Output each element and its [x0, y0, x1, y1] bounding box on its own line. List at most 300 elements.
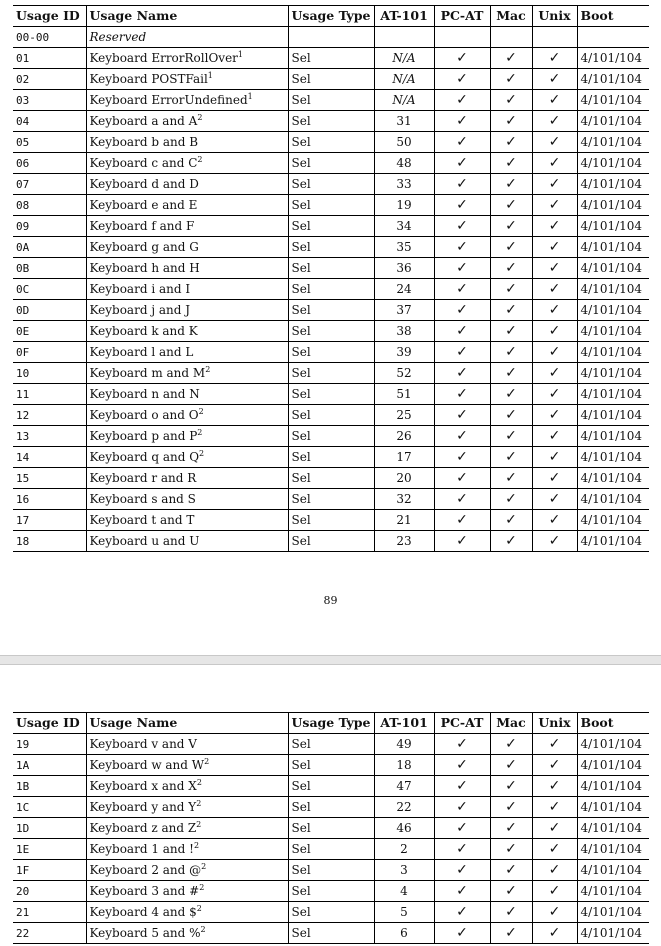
mac-check-cell — [490, 489, 532, 510]
pcat-check-cell — [434, 258, 490, 279]
pcat-check-cell-text: ✓ — [456, 386, 468, 402]
usage-name-cell-text: Keyboard a and A — [89, 114, 198, 128]
at101-cell — [374, 258, 434, 279]
at101-cell-text: 22 — [396, 800, 412, 814]
usage-name-cell-text: Keyboard e and E — [89, 198, 198, 212]
pcat-check-cell-text: ✓ — [456, 176, 468, 192]
unix-check-cell-text: ✓ — [548, 365, 561, 381]
usage-type-cell — [288, 839, 374, 860]
col-at101: AT-101 — [374, 713, 434, 734]
usage-type-cell-text: Sel — [291, 779, 311, 793]
table-row — [13, 279, 649, 300]
at101-cell-text: 24 — [396, 282, 412, 296]
footnote-marker: 2 — [197, 113, 203, 122]
unix-check-cell-text: ✓ — [548, 155, 561, 171]
boot-cell-text: 4/101/104 — [580, 261, 643, 275]
usage-id-cell — [13, 237, 86, 258]
at101-cell-text: 2 — [400, 842, 408, 856]
table-row — [13, 174, 649, 195]
usage-id-cell — [13, 27, 86, 48]
unix-check-cell — [532, 216, 577, 237]
pcat-check-cell — [434, 468, 490, 489]
usage-name-cell-text: Keyboard ErrorRollOver — [89, 51, 238, 65]
usage-id-cell-text: 1B — [16, 779, 30, 793]
usage-id-cell — [13, 818, 86, 839]
pcat-check-cell-text: ✓ — [456, 757, 468, 773]
pcat-check-cell-text: ✓ — [456, 344, 468, 360]
usage-name-cell-text: Keyboard 4 and $ — [89, 905, 197, 919]
usage-type-cell — [288, 510, 374, 531]
usage-name-cell-text: Keyboard 1 and ! — [89, 842, 194, 856]
unix-check-cell — [532, 27, 577, 48]
mac-check-cell — [490, 776, 532, 797]
mac-check-cell — [490, 27, 532, 48]
pcat-check-cell — [434, 27, 490, 48]
pcat-check-cell-text: ✓ — [456, 778, 468, 794]
usage-type-cell — [288, 860, 374, 881]
usage-id-cell-text: 06 — [16, 156, 30, 170]
boot-cell — [577, 776, 649, 797]
col-pcat: PC-AT — [434, 6, 490, 27]
usage-type-cell-text: Sel — [291, 863, 311, 877]
unix-check-cell-text: ✓ — [548, 904, 561, 920]
mac-check-cell-text: ✓ — [505, 778, 517, 794]
usage-id-cell — [13, 363, 86, 384]
boot-cell — [577, 174, 649, 195]
boot-cell — [577, 734, 649, 755]
usage-type-cell-text: Sel — [291, 758, 311, 772]
usage-type-cell — [288, 48, 374, 69]
usage-type-cell — [288, 776, 374, 797]
usage-id-cell-text: 13 — [16, 429, 30, 443]
usage-id-cell — [13, 69, 86, 90]
table-row — [13, 69, 649, 90]
mac-check-cell-text: ✓ — [505, 50, 517, 66]
mac-check-cell — [490, 734, 532, 755]
at101-cell-text: 4 — [400, 884, 408, 898]
unix-check-cell — [532, 69, 577, 90]
usage-type-cell — [288, 384, 374, 405]
col-usage-name: Usage Name — [86, 713, 288, 734]
pcat-check-cell — [434, 447, 490, 468]
at101-cell-text: 48 — [396, 156, 412, 170]
at101-cell-text: 17 — [396, 450, 412, 464]
usage-name-cell-text: Keyboard v and V — [89, 737, 197, 751]
usage-id-cell-text: 0D — [16, 303, 30, 317]
usage-name-cell — [86, 489, 288, 510]
boot-cell — [577, 447, 649, 468]
boot-cell-text: 4/101/104 — [580, 156, 643, 170]
usage-type-cell-text: Sel — [291, 408, 311, 422]
pcat-check-cell-text: ✓ — [456, 449, 468, 465]
pcat-check-cell — [434, 174, 490, 195]
usage-type-cell — [288, 797, 374, 818]
at101-cell — [374, 174, 434, 195]
boot-cell-text: 4/101/104 — [580, 513, 643, 527]
boot-cell — [577, 111, 649, 132]
mac-check-cell — [490, 839, 532, 860]
unix-check-cell — [532, 510, 577, 531]
pcat-check-cell — [434, 300, 490, 321]
usage-type-cell — [288, 818, 374, 839]
table-row — [13, 111, 649, 132]
table-row — [13, 818, 649, 839]
usage-id-cell-text: 11 — [16, 387, 30, 401]
footnote-marker: 2 — [200, 925, 206, 934]
at101-cell-text: 20 — [396, 471, 412, 485]
footnote-marker: 2 — [197, 428, 203, 437]
usage-name-cell — [86, 405, 288, 426]
mac-check-cell-text: ✓ — [505, 925, 517, 941]
usage-name-cell-text: Keyboard u and U — [89, 534, 200, 548]
unix-check-cell — [532, 902, 577, 923]
pcat-check-cell-text: ✓ — [456, 134, 468, 150]
unix-check-cell — [532, 195, 577, 216]
boot-cell — [577, 426, 649, 447]
table-row — [13, 342, 649, 363]
boot-cell — [577, 153, 649, 174]
pcat-check-cell — [434, 860, 490, 881]
boot-cell — [577, 755, 649, 776]
usage-name-cell-text: Reserved — [89, 30, 147, 44]
boot-cell — [577, 468, 649, 489]
usage-id-cell-text: 0E — [16, 324, 30, 338]
unix-check-cell — [532, 776, 577, 797]
table-row — [13, 90, 649, 111]
pcat-check-cell-text: ✓ — [456, 113, 468, 129]
mac-check-cell — [490, 384, 532, 405]
pcat-check-cell — [434, 531, 490, 552]
usage-id-cell-text: 19 — [16, 737, 30, 751]
unix-check-cell-text: ✓ — [548, 302, 561, 318]
usage-name-cell-text: Keyboard o and O — [89, 408, 199, 422]
mac-check-cell-text: ✓ — [505, 533, 517, 549]
footnote-marker: 1 — [247, 92, 253, 101]
usage-id-cell-text: 15 — [16, 471, 30, 485]
pcat-check-cell — [434, 489, 490, 510]
usage-id-cell — [13, 489, 86, 510]
page-break — [0, 655, 661, 665]
pcat-check-cell — [434, 510, 490, 531]
usage-id-cell-text: 09 — [16, 219, 30, 233]
mac-check-cell — [490, 258, 532, 279]
usage-name-cell-text: Keyboard d and D — [89, 177, 199, 191]
footnote-marker: 2 — [196, 904, 202, 913]
usage-id-cell — [13, 111, 86, 132]
usage-type-cell-text: Sel — [291, 219, 311, 233]
footnote-marker: 2 — [199, 449, 205, 458]
table-row — [13, 363, 649, 384]
table-row — [13, 132, 649, 153]
pcat-check-cell-text: ✓ — [456, 197, 468, 213]
usage-name-cell — [86, 531, 288, 552]
usage-name-cell — [86, 69, 288, 90]
usage-id-cell-text: 1D — [16, 821, 30, 835]
usage-name-cell-text: Keyboard c and C — [89, 156, 198, 170]
usage-name-cell-text: Keyboard b and B — [89, 135, 199, 149]
page-number: 89 — [323, 594, 338, 607]
mac-check-cell — [490, 363, 532, 384]
mac-check-cell — [490, 797, 532, 818]
usage-type-cell-text: Sel — [291, 800, 311, 814]
at101-cell — [374, 111, 434, 132]
boot-cell-text: 4/101/104 — [580, 884, 643, 898]
col-usage-name: Usage Name — [86, 6, 288, 27]
mac-check-cell — [490, 48, 532, 69]
at101-cell-text: 6 — [400, 926, 408, 940]
footnote-marker: 2 — [197, 155, 203, 164]
usage-id-cell-text: 07 — [16, 177, 30, 191]
pcat-check-cell — [434, 195, 490, 216]
pcat-check-cell — [434, 776, 490, 797]
usage-id-cell-text: 10 — [16, 366, 30, 380]
usage-id-cell — [13, 405, 86, 426]
usage-name-cell — [86, 216, 288, 237]
usage-id-cell — [13, 881, 86, 902]
at101-cell-text: 18 — [396, 758, 412, 772]
usage-type-cell — [288, 27, 374, 48]
usage-id-cell — [13, 153, 86, 174]
unix-check-cell — [532, 279, 577, 300]
usage-type-cell-text: Sel — [291, 135, 311, 149]
pcat-check-cell-text: ✓ — [456, 841, 468, 857]
usage-type-cell-text: Sel — [291, 156, 311, 170]
usage-id-cell-text: 12 — [16, 408, 30, 422]
pcat-check-cell-text: ✓ — [456, 736, 468, 752]
mac-check-cell-text: ✓ — [505, 92, 517, 108]
mac-check-cell — [490, 300, 532, 321]
col-at101: AT-101 — [374, 6, 434, 27]
usage-name-cell — [86, 818, 288, 839]
mac-check-cell-text: ✓ — [505, 512, 517, 528]
at101-cell-text: 5 — [400, 905, 408, 919]
usage-name-cell-text: Keyboard l and L — [89, 345, 194, 359]
usage-name-cell-text: Keyboard j and J — [89, 303, 191, 317]
mac-check-cell — [490, 174, 532, 195]
pcat-check-cell-text: ✓ — [456, 470, 468, 486]
usage-id-cell — [13, 300, 86, 321]
table-row — [13, 447, 649, 468]
at101-cell-text: 26 — [396, 429, 412, 443]
boot-cell — [577, 132, 649, 153]
mac-check-cell-text: ✓ — [505, 407, 517, 423]
boot-cell — [577, 321, 649, 342]
boot-cell-text: 4/101/104 — [580, 345, 643, 359]
usage-name-cell — [86, 363, 288, 384]
usage-type-cell — [288, 902, 374, 923]
mac-check-cell-text: ✓ — [505, 197, 517, 213]
pcat-check-cell — [434, 111, 490, 132]
boot-cell-text: 4/101/104 — [580, 240, 643, 254]
unix-check-cell-text: ✓ — [548, 757, 561, 773]
unix-check-cell — [532, 734, 577, 755]
boot-cell — [577, 237, 649, 258]
boot-cell-text: 4/101/104 — [580, 821, 643, 835]
usage-id-cell — [13, 447, 86, 468]
mac-check-cell — [490, 132, 532, 153]
at101-cell-text: 34 — [396, 219, 412, 233]
unix-check-cell-text: ✓ — [548, 71, 561, 87]
table-row — [13, 426, 649, 447]
unix-check-cell-text: ✓ — [548, 323, 561, 339]
mac-check-cell-text: ✓ — [505, 799, 517, 815]
boot-cell-text: 4/101/104 — [580, 842, 643, 856]
col-mac: Mac — [490, 713, 532, 734]
mac-check-cell — [490, 153, 532, 174]
footnote-marker: 1 — [237, 50, 243, 59]
at101-cell — [374, 216, 434, 237]
unix-check-cell-text: ✓ — [548, 491, 561, 507]
usage-type-cell-text: Sel — [291, 513, 311, 527]
usage-type-cell-text: Sel — [291, 926, 311, 940]
mac-check-cell-text: ✓ — [505, 281, 517, 297]
usage-name-cell — [86, 881, 288, 902]
usage-name-cell — [86, 195, 288, 216]
pcat-check-cell-text: ✓ — [456, 428, 468, 444]
pcat-check-cell — [434, 902, 490, 923]
mac-check-cell — [490, 881, 532, 902]
usage-id-cell-text: 0C — [16, 282, 30, 296]
usage-id-cell-text: 0F — [16, 345, 30, 359]
at101-cell — [374, 279, 434, 300]
usage-id-cell-text: 0B — [16, 261, 30, 275]
boot-cell-text: 4/101/104 — [580, 72, 643, 86]
usage-type-cell-text: Sel — [291, 534, 311, 548]
usage-table-page-89 — [13, 5, 649, 552]
usage-name-cell — [86, 111, 288, 132]
mac-check-cell-text: ✓ — [505, 134, 517, 150]
mac-check-cell — [490, 755, 532, 776]
at101-cell — [374, 195, 434, 216]
usage-id-cell-text: 22 — [16, 926, 30, 940]
unix-check-cell — [532, 489, 577, 510]
at101-cell — [374, 426, 434, 447]
mac-check-cell-text: ✓ — [505, 470, 517, 486]
pcat-check-cell — [434, 237, 490, 258]
mac-check-cell-text: ✓ — [505, 155, 517, 171]
table-row — [13, 300, 649, 321]
at101-cell — [374, 860, 434, 881]
at101-cell-text: 49 — [396, 737, 412, 751]
usage-id-cell — [13, 531, 86, 552]
usage-id-cell — [13, 839, 86, 860]
pcat-check-cell-text: ✓ — [456, 512, 468, 528]
at101-cell — [374, 510, 434, 531]
boot-cell-text: 4/101/104 — [580, 450, 643, 464]
usage-name-cell — [86, 384, 288, 405]
usage-id-cell — [13, 384, 86, 405]
at101-cell-text: 3 — [400, 863, 408, 877]
usage-id-cell — [13, 734, 86, 755]
unix-check-cell — [532, 48, 577, 69]
pcat-check-cell-text: ✓ — [456, 491, 468, 507]
usage-id-cell-text: 00-00 — [16, 30, 50, 44]
table-row — [13, 839, 649, 860]
usage-name-cell — [86, 510, 288, 531]
usage-type-cell-text: Sel — [291, 303, 311, 317]
col-boot: Boot — [577, 6, 649, 27]
usage-id-cell-text: 1C — [16, 800, 30, 814]
usage-name-cell-text: Keyboard m and M — [89, 366, 206, 380]
boot-cell — [577, 258, 649, 279]
unix-check-cell-text: ✓ — [548, 736, 561, 752]
unix-check-cell-text: ✓ — [548, 449, 561, 465]
boot-cell-text: 4/101/104 — [580, 737, 643, 751]
pcat-check-cell — [434, 734, 490, 755]
usage-type-cell-text: Sel — [291, 905, 311, 919]
table-row — [13, 27, 649, 48]
mac-check-cell — [490, 237, 532, 258]
usage-type-cell — [288, 69, 374, 90]
boot-cell-text: 4/101/104 — [580, 135, 643, 149]
usage-id-cell — [13, 342, 86, 363]
mac-check-cell — [490, 342, 532, 363]
unix-check-cell — [532, 342, 577, 363]
unix-check-cell-text: ✓ — [548, 50, 561, 66]
mac-check-cell-text: ✓ — [505, 302, 517, 318]
at101-cell-text: N/A — [392, 72, 416, 86]
pcat-check-cell-text: ✓ — [456, 407, 468, 423]
footnote-marker: 2 — [196, 778, 202, 787]
usage-name-cell-text: Keyboard h and H — [89, 261, 200, 275]
unix-check-cell — [532, 797, 577, 818]
usage-type-cell-text: Sel — [291, 198, 311, 212]
usage-name-cell — [86, 258, 288, 279]
usage-type-cell-text: Sel — [291, 345, 311, 359]
usage-type-cell — [288, 174, 374, 195]
pcat-check-cell-text: ✓ — [456, 218, 468, 234]
at101-cell-text: 23 — [396, 534, 412, 548]
table-row — [13, 153, 649, 174]
usage-type-cell — [288, 342, 374, 363]
usage-name-cell — [86, 468, 288, 489]
pcat-check-cell — [434, 405, 490, 426]
boot-cell-text: 4/101/104 — [580, 324, 643, 338]
usage-name-cell-text: Keyboard n and N — [89, 387, 200, 401]
boot-cell — [577, 342, 649, 363]
usage-type-cell — [288, 237, 374, 258]
pcat-check-cell — [434, 153, 490, 174]
mac-check-cell — [490, 69, 532, 90]
usage-name-cell — [86, 860, 288, 881]
mac-check-cell — [490, 321, 532, 342]
usage-type-cell — [288, 300, 374, 321]
footnote-marker: 2 — [201, 862, 207, 871]
pcat-check-cell — [434, 881, 490, 902]
pcat-check-cell — [434, 132, 490, 153]
at101-cell — [374, 405, 434, 426]
mac-check-cell-text: ✓ — [505, 736, 517, 752]
usage-type-cell-text: Sel — [291, 72, 311, 86]
usage-id-cell-text: 1F — [16, 863, 30, 877]
table-row — [13, 384, 649, 405]
usage-name-cell-text: Keyboard q and Q — [89, 450, 200, 464]
usage-type-cell — [288, 405, 374, 426]
usage-type-cell-text: Sel — [291, 492, 311, 506]
usage-name-cell-text: Keyboard r and R — [89, 471, 197, 485]
usage-name-cell — [86, 426, 288, 447]
table-header-row — [13, 6, 649, 27]
unix-check-cell-text: ✓ — [548, 218, 561, 234]
usage-id-cell — [13, 510, 86, 531]
pcat-check-cell-text: ✓ — [456, 365, 468, 381]
mac-check-cell — [490, 447, 532, 468]
unix-check-cell — [532, 860, 577, 881]
pcat-check-cell — [434, 48, 490, 69]
at101-cell — [374, 797, 434, 818]
usage-type-cell — [288, 216, 374, 237]
usage-id-cell-text: 18 — [16, 534, 30, 548]
